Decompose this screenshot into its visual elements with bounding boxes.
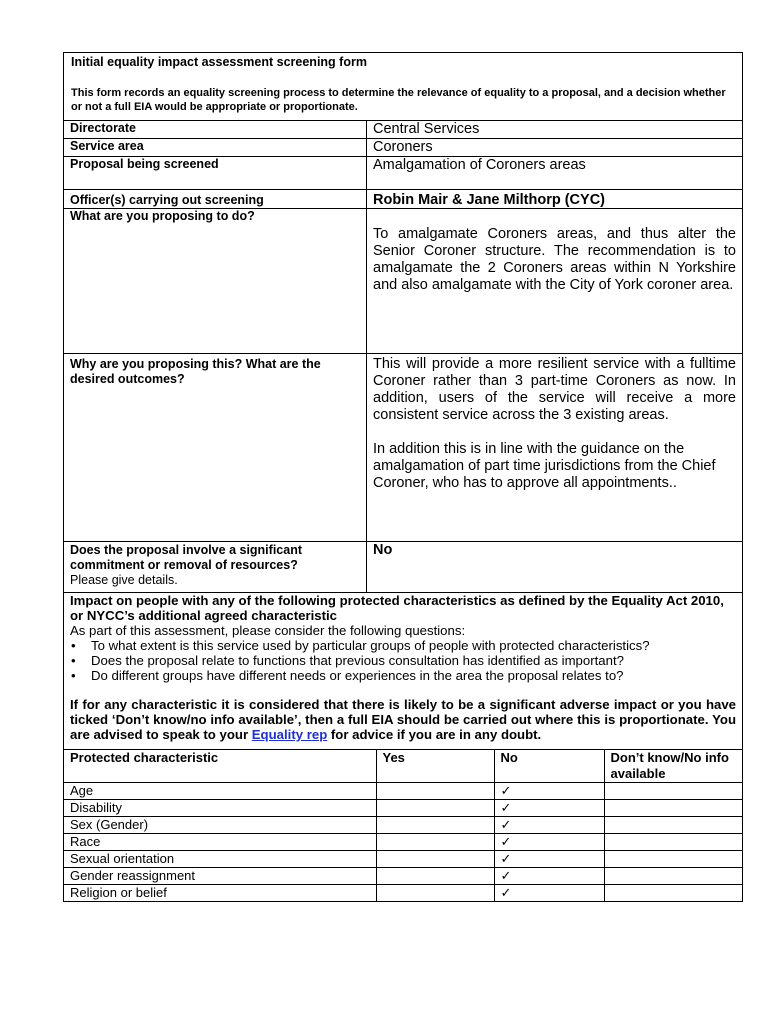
dont-know-cell [604, 834, 742, 851]
table-row [64, 851, 742, 868]
table-row [64, 817, 742, 834]
proposal-value: Amalgamation of Coroners areas [373, 157, 586, 173]
why-value-2: In addition this is in line with the guidance on the amalgamation of part time jurisdictions from the Chief Coroner, who has to approve all appointments.. [373, 441, 716, 491]
dont-know-cell [604, 885, 742, 902]
what-value: To amalgamate Coroners areas, and thus alter the Senior Coroner structure. The recommendation is to amalgamate the 2 Coroners areas within N Yorkshire and also amalgamate with the City of York coroner area. [373, 226, 736, 293]
proposal-label: Proposal being screened [64, 157, 367, 189]
list-item: • Do different groups have different needs or experiences in the area the proposal relates to? [71, 668, 624, 683]
why-label: Why are you proposing this? What are the desired outcomes? [64, 354, 367, 541]
yes-cell [376, 817, 494, 834]
dont-know-cell [604, 800, 742, 817]
form-title: Initial equality impact assessment screening form [71, 55, 367, 69]
officer-label: Officer(s) carrying out screening [64, 190, 367, 208]
bullet-icon: • [71, 638, 76, 653]
characteristic-name: Race [64, 834, 376, 851]
dont-know-cell [604, 783, 742, 800]
what-row [64, 209, 742, 354]
dont-know-cell [604, 851, 742, 868]
characteristic-name: Disability [64, 800, 376, 817]
dont-know-cell [604, 817, 742, 834]
characteristic-name: Sex (Gender) [64, 817, 376, 834]
resources-label: Does the proposal involve a significant commitment or removal of resources? [70, 543, 302, 572]
characteristic-name: Religion or belief [64, 885, 376, 902]
directorate-row [64, 121, 742, 139]
officer-value: Robin Mair & Jane Milthorp (CYC) [373, 192, 605, 208]
what-label: What are you proposing to do? [64, 209, 367, 353]
yes-cell [376, 783, 494, 800]
bullet-icon: • [71, 668, 76, 683]
characteristic-name: Age [64, 783, 376, 800]
no-checkmark-icon: ✓ [494, 868, 604, 885]
no-checkmark-icon: ✓ [494, 817, 604, 834]
table-row [64, 834, 742, 851]
header-no: No [494, 750, 604, 783]
yes-cell [376, 885, 494, 902]
yes-cell [376, 834, 494, 851]
screening-form [63, 52, 743, 902]
header-yes: Yes [376, 750, 494, 783]
impact-heading: Impact on people with any of the following protected characteristics as defined by the Equality Act 2010, or NYCC’s additional agreed characteristic [70, 593, 724, 623]
resources-value: No [373, 542, 393, 558]
list-item: • Does the proposal relate to functions that previous consultation has identified as important? [71, 653, 624, 668]
proposal-row [64, 157, 742, 190]
service-area-value: Coroners [373, 139, 433, 155]
dont-know-cell [604, 868, 742, 885]
no-checkmark-icon: ✓ [494, 834, 604, 851]
no-checkmark-icon: ✓ [494, 783, 604, 800]
directorate-label: Directorate [64, 121, 367, 138]
yes-cell [376, 800, 494, 817]
yes-cell [376, 851, 494, 868]
impact-warning: If for any characteristic it is considered that there is likely to be a significant adverse impact or you have ticked ‘Don’t know/no info available’, then a full EIA should be carried out where this is proportionate. You are advised to speak to your Equality rep for advice if you are in any doubt. [70, 697, 736, 742]
table-row [64, 783, 742, 800]
header-characteristic: Protected characteristic [64, 750, 376, 783]
impact-intro: As part of this assessment, please consider the following questions: [70, 623, 466, 638]
characteristic-name: Gender reassignment [64, 868, 376, 885]
form-description: This form records an equality screening process to determine the relevance of equality to a proposal, and a decision whether or not a full EIA would be appropriate or proportionate. [71, 87, 726, 113]
header-dont-know: Don’t know/No info available [604, 750, 742, 783]
why-value-1: This will provide a more resilient service with a fulltime Coroner rather than 3 part-time Coroners as now. In addition, users of the service will receive a more consistent service across the 3 existing areas. [373, 356, 736, 423]
why-row [64, 354, 742, 542]
yes-cell [376, 868, 494, 885]
bullet-icon: • [71, 653, 76, 668]
service-area-label: Service area [64, 139, 367, 156]
no-checkmark-icon: ✓ [494, 885, 604, 902]
table-header-row [64, 750, 742, 783]
directorate-value: Central Services [373, 121, 480, 137]
table-row [64, 885, 742, 902]
form-intro [64, 53, 742, 121]
resources-subtext: Please give details. [70, 573, 178, 587]
table-row [64, 868, 742, 885]
impact-questions [70, 638, 736, 683]
characteristics-table [64, 750, 742, 901]
officer-row [64, 190, 742, 209]
equality-rep-link[interactable]: Equality rep [251, 727, 328, 742]
table-row [64, 800, 742, 817]
list-item: • To what extent is this service used by particular groups of people with protected characteristics? [71, 638, 650, 653]
no-checkmark-icon: ✓ [494, 851, 604, 868]
service-area-row [64, 139, 742, 157]
characteristic-name: Sexual orientation [64, 851, 376, 868]
impact-section [64, 593, 742, 750]
resources-row [64, 542, 742, 593]
no-checkmark-icon: ✓ [494, 800, 604, 817]
